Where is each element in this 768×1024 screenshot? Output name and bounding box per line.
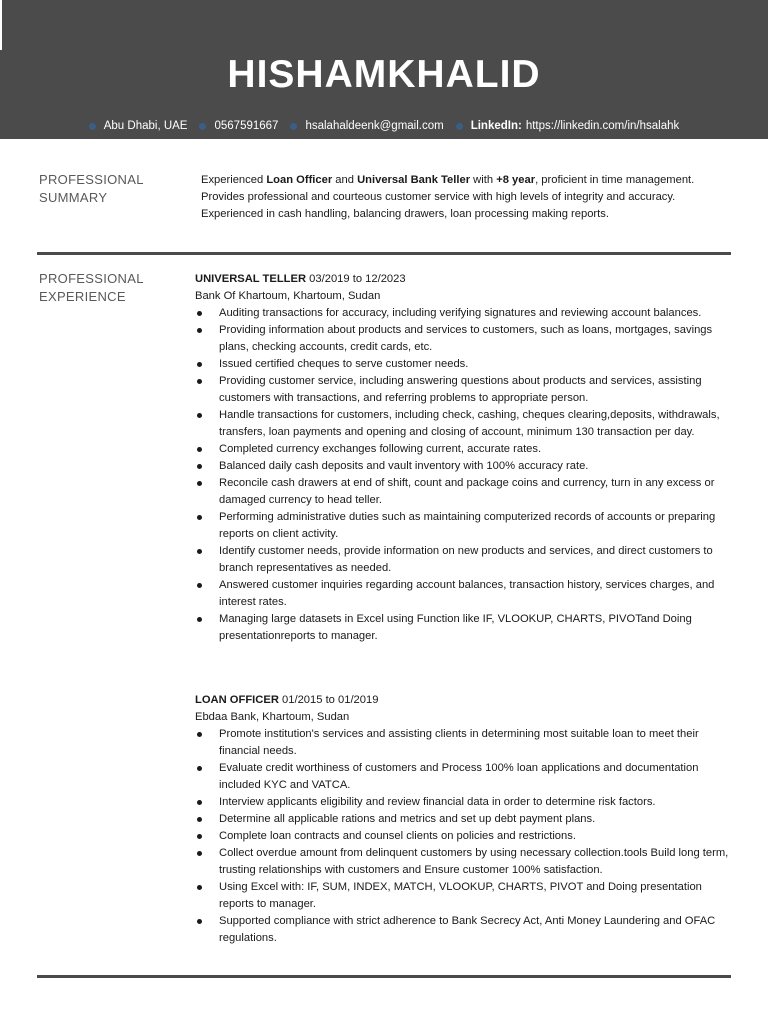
bullet-item: Interview applicants eligibility and review financial data in order to determine risk factors. [195, 794, 735, 811]
bullet-item: Auditing transactions for accuracy, including verifying signatures and reviewing account balances. [195, 305, 735, 322]
job-role: LOAN OFFICER [195, 694, 279, 706]
phone-icon [199, 123, 206, 130]
job-bullets [195, 726, 735, 947]
email-icon [290, 123, 297, 130]
bullet-item: Evaluate credit worthiness of customers and Process 100% loan applications and documentation included KYC and VATCA. [195, 760, 735, 794]
phone-text: 0567591667 [214, 120, 279, 132]
bullet-item: Using Excel with: IF, SUM, INDEX, MATCH, VLOOKUP, CHARTS, PIVOT and Doing presentation reports to manager. [195, 879, 735, 913]
summary-section-label [39, 171, 179, 207]
section-divider [37, 252, 731, 255]
linkedin-link[interactable]: https://linkedin.com/in/hsalahk [525, 120, 680, 132]
section-divider-bottom [37, 975, 731, 978]
bullet-item: Identify customer needs, provide information on new products and services, and direct customers to branch representatives as needed. [195, 543, 735, 577]
summary-label-line1: PROFESSIONAL [39, 172, 144, 187]
header-notch [0, 0, 2, 50]
summary-line-3: Experienced in cash handling, balancing drawers, loan processing making reports. [201, 208, 609, 220]
summary-label-line2: SUMMARY [39, 190, 108, 205]
contact-phone [199, 120, 278, 132]
bullet-item: Promote institution's services and assisting clients in determining most suitable loan to meet their financial needs. [195, 726, 735, 760]
email-link[interactable]: hsalahaldeenk@gmail.com [305, 120, 444, 132]
bullet-item: Reconcile cash drawers at end of shift, count and package coins and currency, turn in any excess or damaged currency to head teller. [195, 475, 735, 509]
experience-section-label [39, 270, 179, 306]
candidate-name: HISHAMKHALID [227, 53, 541, 96]
job-title-line [195, 271, 735, 288]
summary-text-part: Experienced [201, 174, 267, 186]
resume-header [0, 0, 768, 139]
bullet-item: Supported compliance with strict adherence to Bank Secrecy Act, Anti Money Laundering and OFAC regulations. [195, 913, 735, 947]
job-dates: 01/2015 to 01/2019 [278, 694, 379, 706]
bullet-item: Answered customer inquiries regarding account balances, transaction history, services charges, and interest rates. [195, 577, 735, 611]
job-bullets [195, 305, 735, 645]
bullet-item: Balanced daily cash deposits and vault inventory with 100% accuracy rate. [195, 458, 735, 475]
job-loan-officer [195, 692, 735, 947]
contact-location [89, 120, 188, 132]
contact-email[interactable] [290, 120, 443, 132]
job-company: Bank Of Khartoum, Khartoum, Sudan [195, 290, 381, 302]
bullet-item: Determine all applicable rations and metrics and set up debt payment plans. [195, 811, 735, 828]
summary-line-2: Provides professional and courteous customer service with high levels of integrity and accuracy. [201, 191, 676, 203]
summary-line-1 [201, 172, 731, 189]
bullet-item: Performing administrative duties such as maintaining computerized records of accounts or preparing reports on client activity. [195, 509, 735, 543]
experience-label-line2: EXPERIENCE [39, 289, 126, 304]
job-role: UNIVERSAL TELLER [195, 273, 307, 285]
bullet-item: Issued certified cheques to serve customer needs. [195, 356, 735, 373]
job-title-line [195, 692, 735, 709]
bullet-item: Managing large datasets in Excel using Function like IF, VLOOKUP, CHARTS, PIVOTand Doing presentationreports to manager. [195, 611, 735, 645]
bullet-item: Complete loan contracts and counsel clients on policies and restrictions. [195, 828, 735, 845]
job-dates: 03/2019 to 12/2023 [306, 273, 406, 285]
linkedin-icon [456, 123, 463, 130]
linkedin-label: LinkedIn: [470, 120, 522, 132]
summary-role-bank-teller: Universal Bank Teller [357, 174, 471, 186]
job-company: Ebdaa Bank, Khartoum, Sudan [195, 711, 350, 723]
bullet-item: Providing customer service, including answering questions about products and services, assisting customers with transactions, and referring problems to appropriate person. [195, 373, 735, 407]
summary-text-part: , proficient in time management. [535, 174, 695, 186]
bullet-item: Collect overdue amount from delinquent customers by using necessary collection.tools Build long term, trusting relationships with customers and Ensure customer 100% satisfaction. [195, 845, 735, 879]
summary-text [201, 172, 731, 223]
location-icon [89, 123, 96, 130]
bullet-item: Providing information about products and services to customers, such as loans, mortgages, savings plans, checking accounts, credit cards, etc. [195, 322, 735, 356]
summary-text-part: with [470, 174, 497, 186]
job-universal-teller [195, 271, 735, 645]
bullet-item: Completed currency exchanges following current, accurate rates. [195, 441, 735, 458]
summary-text-part: and [332, 174, 358, 186]
contact-bar [0, 118, 768, 134]
summary-years: +8 year [496, 174, 536, 186]
bullet-item: Handle transactions for customers, including check, cashing, cheques clearing,deposits, withdrawals, transfers, loan payments and opening and closing of account, minimum 130 transaction per day. [195, 407, 735, 441]
contact-linkedin[interactable] [456, 120, 680, 132]
experience-label-line1: PROFESSIONAL [39, 271, 144, 286]
location-text: Abu Dhabi, UAE [103, 120, 188, 132]
summary-role-loan-officer: Loan Officer [266, 174, 333, 186]
